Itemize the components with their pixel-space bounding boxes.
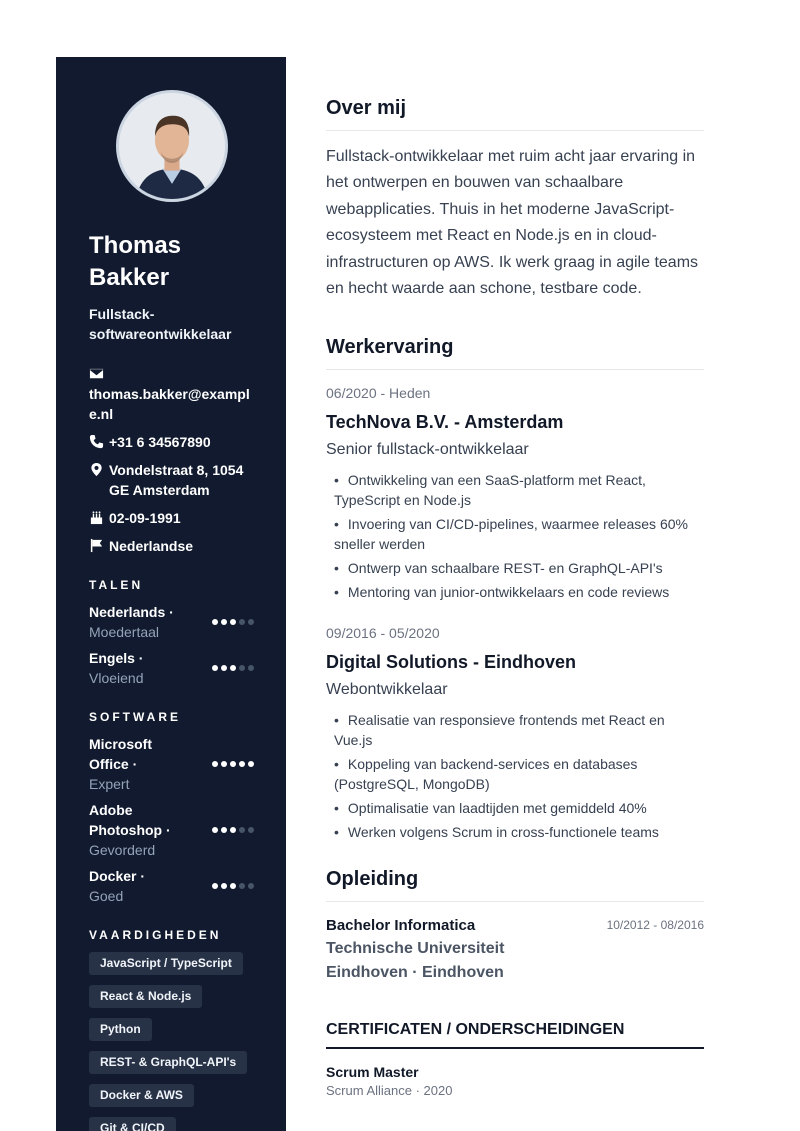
contact-nationality	[89, 536, 254, 556]
rating-dot-empty	[239, 883, 245, 889]
language-level: Moedertaal	[89, 624, 160, 640]
skill-tag: JavaScript / TypeScript	[89, 952, 243, 975]
education-date: 10/2012 - 08/2016	[606, 918, 704, 933]
software-row	[89, 734, 254, 794]
language-row	[89, 648, 254, 688]
certificates-section	[326, 1021, 704, 1098]
certificate-name: Scrum Master	[326, 1064, 419, 1081]
contact-phone-text: +31 6 34567890	[109, 434, 211, 450]
contact-email[interactable]	[89, 366, 254, 424]
contact-birthdate	[89, 508, 254, 528]
contact-address-text: Vondelstraat 8, 1054 GE Amsterdam	[109, 462, 244, 498]
education-school: Technische Universiteit Eindhoven · Eindhoven	[326, 940, 505, 982]
language-name: Nederlands ·	[89, 604, 174, 620]
education-degree: Bachelor Informatica	[326, 917, 476, 935]
job-bullet: • Koppeling van backend-services en databases (PostgreSQL, MongoDB)	[326, 754, 704, 794]
job-title: Senior fullstack-ontwikkelaar	[326, 441, 529, 459]
experience-heading: Werkervaring	[326, 336, 704, 370]
software-rating	[212, 883, 254, 889]
job-bullets	[326, 470, 704, 602]
rating-dot-filled	[230, 883, 236, 889]
language-name: Engels ·	[89, 650, 144, 666]
software-name: Adobe Photoshop ·	[89, 802, 171, 838]
rating-dot-empty	[239, 665, 245, 671]
rating-dot-filled	[230, 761, 236, 767]
language-rating	[212, 665, 254, 671]
job-bullet: • Mentoring van junior-ontwikkelaars en code reviews	[326, 582, 704, 602]
software-row	[89, 800, 254, 860]
experience-section	[326, 336, 704, 842]
rating-dot-filled	[212, 883, 218, 889]
about-heading: Over mij	[326, 97, 704, 131]
job-bullets	[326, 710, 704, 842]
education-section	[326, 868, 704, 985]
rating-dot-filled	[221, 827, 227, 833]
contact-email-text: thomas.bakker@example.nl	[89, 386, 250, 422]
certificates-heading: CERTIFICATEN / ONDERSCHEIDINGEN	[326, 1021, 704, 1049]
about-section	[326, 97, 704, 302]
skills-heading: VAARDIGHEDEN	[89, 928, 222, 942]
education-heading: Opleiding	[326, 868, 704, 902]
envelope-icon	[89, 366, 104, 381]
rating-dot-filled	[230, 665, 236, 671]
contact-phone[interactable]	[89, 432, 254, 452]
education-entry	[326, 915, 704, 985]
rating-dot-filled	[212, 827, 218, 833]
rating-dot-empty	[248, 665, 254, 671]
job-bullet: • Invoering van CI/CD-pipelines, waarmee releases 60% sneller werden	[326, 514, 704, 554]
software-row	[89, 866, 254, 906]
software-level: Goed	[89, 888, 124, 904]
job-bullet: • Ontwerp van schaalbare REST- en GraphQL-API's	[326, 558, 704, 578]
profile-role: Fullstack-softwareontwikkelaar	[89, 306, 232, 342]
rating-dot-empty	[248, 883, 254, 889]
skill-tag: Python	[89, 1018, 152, 1041]
skill-tag: REST- & GraphQL-API's	[89, 1051, 247, 1074]
job-company: Digital Solutions - Eindhoven	[326, 652, 576, 673]
skill-tag: Docker & AWS	[89, 1084, 194, 1107]
job-title: Webontwikkelaar	[326, 681, 448, 699]
job-bullet: • Werken volgens Scrum in cross-functionele teams	[326, 822, 704, 842]
contact-nationality-text: Nederlandse	[109, 538, 194, 554]
software-rating	[212, 761, 254, 767]
birthday-cake-icon	[89, 510, 104, 525]
job-date: 09/2016 - 05/2020	[326, 625, 440, 642]
contact-list	[89, 366, 254, 556]
rating-dot-filled	[221, 619, 227, 625]
software-heading: SOFTWARE	[89, 710, 181, 724]
languages-list	[89, 602, 254, 688]
avatar	[116, 90, 228, 202]
software-level: Gevorderd	[89, 842, 156, 858]
rating-dot-filled	[230, 827, 236, 833]
rating-dot-filled	[248, 761, 254, 767]
skill-tag: Git & CI/CD	[89, 1117, 176, 1131]
rating-dot-filled	[230, 619, 236, 625]
avatar-portrait	[119, 93, 225, 199]
language-level: Vloeiend	[89, 670, 144, 686]
profile-name: Thomas Bakker	[89, 232, 182, 291]
map-pin-icon	[89, 462, 104, 477]
software-name: Docker ·	[89, 868, 146, 884]
job-entry	[326, 624, 704, 842]
certificate-issuer: Scrum Alliance · 2020	[326, 1083, 453, 1099]
job-bullet: • Optimalisatie van laadtijden met gemiddeld 40%	[326, 798, 704, 818]
rating-dot-empty	[239, 827, 245, 833]
sidebar	[56, 57, 286, 1131]
rating-dot-filled	[221, 761, 227, 767]
software-level: Expert	[89, 776, 130, 792]
contact-address	[89, 460, 254, 500]
job-entry	[326, 384, 704, 602]
language-row	[89, 602, 254, 642]
skills-list	[89, 952, 254, 1131]
main-content	[326, 97, 704, 1098]
language-rating	[212, 619, 254, 625]
rating-dot-filled	[221, 883, 227, 889]
phone-icon	[89, 434, 104, 449]
software-list	[89, 734, 254, 906]
job-bullet: • Ontwikkeling van een SaaS-platform met React, TypeScript en Node.js	[326, 470, 704, 510]
rating-dot-empty	[248, 619, 254, 625]
job-company: TechNova B.V. - Amsterdam	[326, 412, 564, 433]
languages-heading: TALEN	[89, 578, 144, 592]
skill-tag: React & Node.js	[89, 985, 202, 1008]
software-rating	[212, 827, 254, 833]
flag-icon	[89, 538, 104, 553]
rating-dot-empty	[239, 619, 245, 625]
job-date: 06/2020 - Heden	[326, 385, 431, 402]
software-name: Microsoft Office ·	[89, 736, 152, 772]
rating-dot-filled	[212, 665, 218, 671]
rating-dot-empty	[248, 827, 254, 833]
rating-dot-filled	[212, 619, 218, 625]
contact-birthdate-text: 02-09-1991	[109, 510, 181, 526]
rating-dot-filled	[239, 761, 245, 767]
about-text: Fullstack-ontwikkelaar met ruim acht jaar ervaring in het ontwerpen en bouwen van schaalbare webapplicaties. Thuis in het moderne JavaScript-ecosysteem met React en Node.js en in cloud-infrastructuren op AWS. Ik werk graag in agile teams en hecht waarde aan schone, testbare code.	[326, 148, 699, 298]
rating-dot-filled	[212, 761, 218, 767]
job-bullet: • Realisatie van responsieve frontends met React en Vue.js	[326, 710, 704, 750]
rating-dot-filled	[221, 665, 227, 671]
